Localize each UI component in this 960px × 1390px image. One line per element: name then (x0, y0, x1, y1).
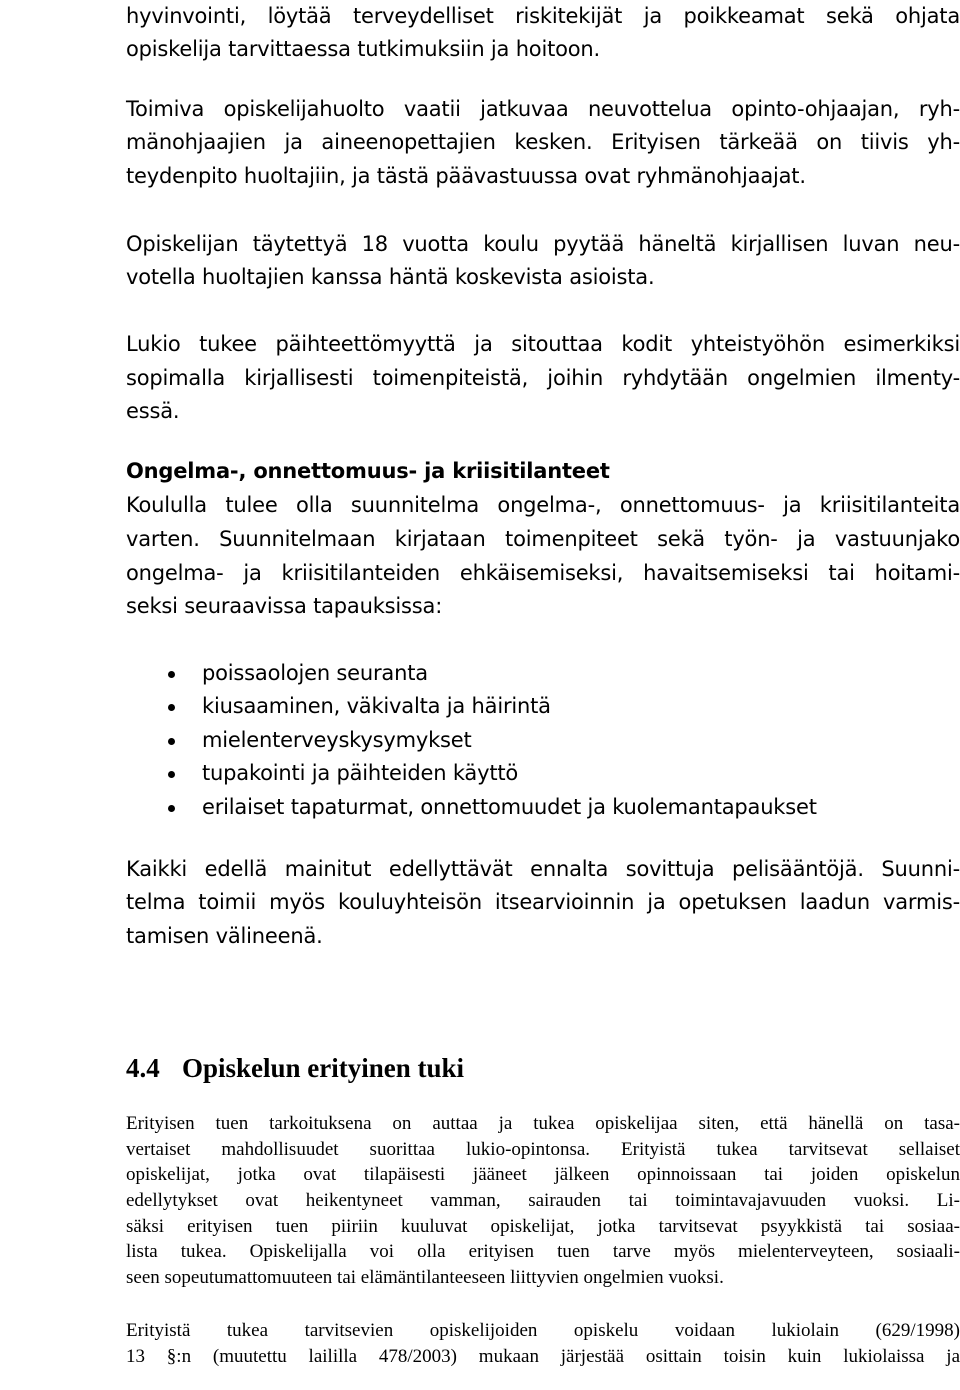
text-line: votella huoltajien kanssa häntä koskevista asioista. (126, 265, 655, 289)
bullet-icon (168, 671, 175, 678)
section-heading (126, 1048, 464, 1088)
text-line: 13 §:n (muutettu laililla 478/2003) mukaan järjestää osittain toisin kuin lukiolaissa ja (126, 1346, 960, 1367)
text-line: vertaiset mahdollisuudet suorittaa lukio-opintonsa. Erityistä tukea tarvitsevat sellaiset (126, 1139, 960, 1160)
text-line: säksi erityisen tuen piiriin kuuluvat opiskelijat, jotka tarvitsevat psyykkistä tai sosiaa- (126, 1216, 960, 1237)
list-item-text: mielenterveyskysymykset (202, 728, 472, 752)
text-line: Koululla tulee olla suunnitelma ongelma-, onnettomuus- ja kriisitilanteita (126, 493, 960, 517)
bullet-icon (168, 704, 175, 711)
text-line: sopimalla kirjallisesti toimenpiteistä, joihin ryhdytään ongelmien ilmenty- (126, 366, 960, 390)
text-line: opiskelija tarvittaessa tutkimuksiin ja hoitoon. (126, 37, 600, 61)
text-line: seen sopeutumattomuuteen tai elämäntilanteeseen liittyvien ongelmien vuoksi. (126, 1267, 724, 1288)
text-line: hyvinvointi, löytää terveydelliset riskitekijät ja poikkeamat sekä ohjata (126, 4, 960, 28)
text-line: opiskelijat, jotka ovat tilapäisesti jääneet jälkeen opinnoissaan tai joiden opiskelun (126, 1164, 960, 1185)
list-item-text: erilaiset tapaturmat, onnettomuudet ja kuolemantapaukset (202, 795, 817, 819)
text-line: Toimiva opiskelijahuolto vaatii jatkuvaa neuvottelua opinto-ohjaajan, ryh- (126, 97, 960, 121)
text-line: lista tukea. Opiskelijalla voi olla erityisen tuen tarve myös mielenterveyteen, sosiaali- (126, 1241, 960, 1262)
subheading: Ongelma-, onnettomuus- ja kriisitilanteet (126, 459, 610, 483)
text-line: mänohjaajien ja aineenopettajien kesken. Erityisen tärkeää on tiivis yh- (126, 130, 960, 154)
section-title: Opiskelun erityinen tuki (182, 1053, 465, 1083)
list-item-text: kiusaaminen, väkivalta ja häirintä (202, 694, 551, 718)
list-item-text: poissaolojen seuranta (202, 661, 428, 685)
text-line: edellytykset ovat heikentyneet vamman, sairauden tai toimintavajavuuden vuoksi. Li- (126, 1190, 960, 1211)
section-number: 4.4 (126, 1053, 160, 1083)
list-item-text: tupakointi ja päihteiden käyttö (202, 761, 519, 785)
bullet-icon (168, 738, 175, 745)
bullet-icon (168, 771, 175, 778)
text-line: teydenpito huoltajiin, ja tästä päävastuussa ovat ryhmänohjaajat. (126, 164, 806, 188)
text-line: Erityisen tuen tarkoituksena on auttaa ja tukea opiskelijaa siten, että hänellä on tasa- (126, 1113, 960, 1134)
text-line: seksi seuraavissa tapauksissa: (126, 594, 443, 618)
text-line: telma toimii myös kouluyhteisön itsearvioinnin ja opetuksen laadun varmis- (126, 890, 960, 914)
text-line: Kaikki edellä mainitut edellyttävät ennalta sovittuja pelisääntöjä. Suunni- (126, 857, 960, 881)
text-line: Opiskelijan täytettyä 18 vuotta koulu pyytää häneltä kirjallisen luvan neu- (126, 232, 960, 256)
text-line: essä. (126, 399, 180, 423)
bullet-icon (168, 805, 175, 812)
text-line: ongelma- ja kriisitilanteiden ehkäisemiseksi, havaitsemiseksi tai hoitami- (126, 561, 960, 585)
text-line: Lukio tukee päihteettömyyttä ja sitouttaa kodit yhteistyöhön esimerkiksi (126, 332, 960, 356)
text-line: Erityistä tukea tarvitsevien opiskelijoiden opiskelu voidaan lukiolain (629/1998) (126, 1320, 960, 1341)
text-line: varten. Suunnitelmaan kirjataan toimenpiteet sekä työn- ja vastuunjako (126, 527, 960, 551)
text-line: tamisen välineenä. (126, 924, 323, 948)
